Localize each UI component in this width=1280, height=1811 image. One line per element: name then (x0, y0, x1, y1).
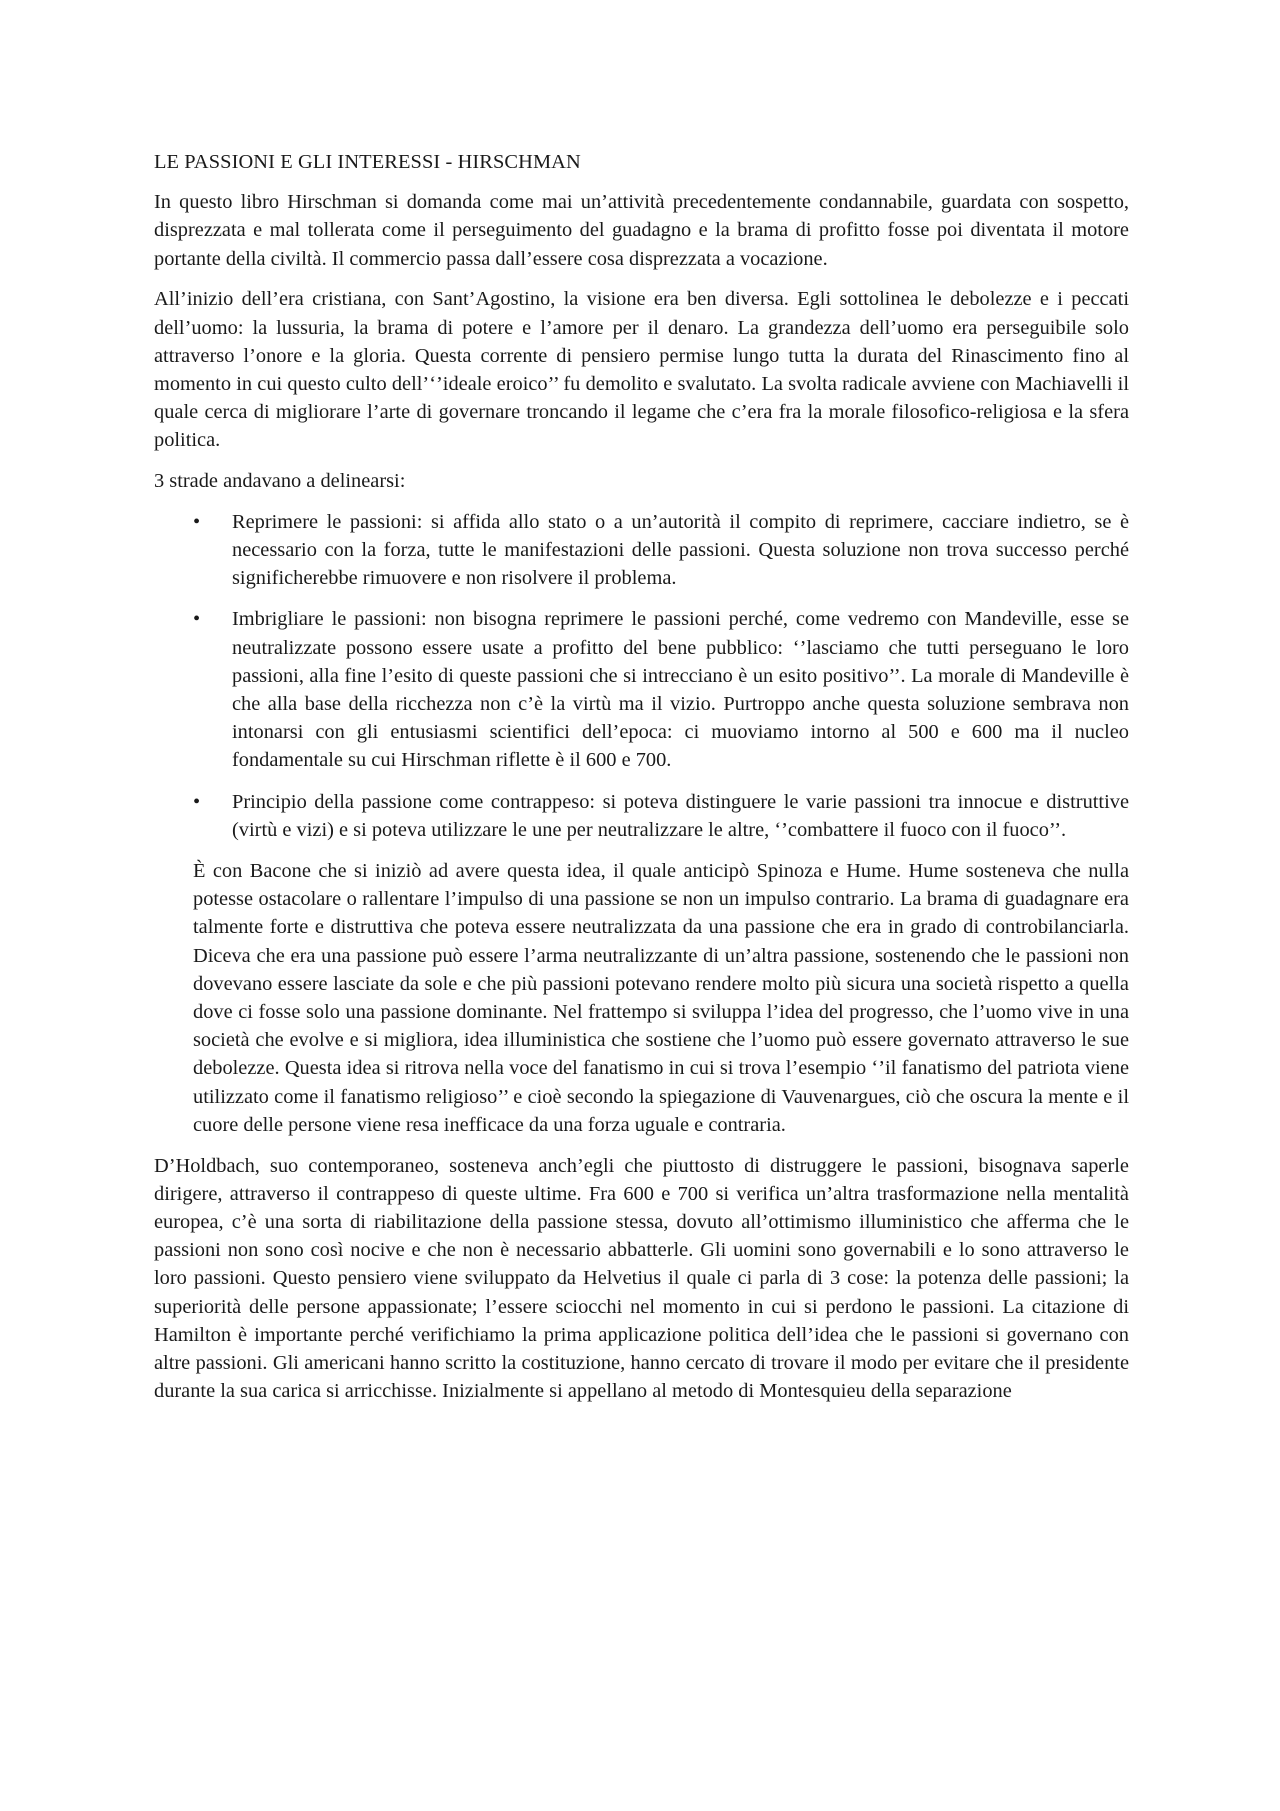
list-item (154, 605, 1129, 774)
paragraph-agostino: All’inizio dell’era cristiana, con Sant’Agostino, la visione era ben diversa. Egli sottolinea le debolezze e i peccati dell’uomo: la lussuria, la brama di potere e l’amore per il denaro. La grandezza dell’uomo era perseguibile solo attraverso l’onore e la gloria. Questa corrente di pensiero permise lungo tutta la durata del Rinascimento fino al momento in cui questo culto dell’‘’ideale eroico’’ fu demolito e svalutato. La svolta radicale avviene con Machiavelli il quale cerca di migliorare l’arte di governare troncando il legame che c’era fra la morale filosofico-religiosa e la sfera politica. (154, 288, 1129, 452)
document-body (154, 148, 1129, 1418)
list-item-text: Imbrigliare le passioni: non bisogna reprimere le passioni perché, come vedremo con Mandeville, esse se neutralizzate possono essere usate a profitto del bene pubblico: ‘’lasciamo che tutti perseguano le loro passioni, alla fine l’esito di queste passioni che si intrecciano è un esito positivo’’. La morale di Mandeville è che alla base della ricchezza non c’è la virtù ma il vizio. Purtroppo anche questa soluzione sembrava non intonarsi con gli entusiasmi scientifici dell’epoca: ci muoviamo intorno al 500 e 600 ma il nucleo fondamentale su cui Hirschman riflette è il 600 e 700. (232, 608, 1129, 772)
paragraph-holdbach: D’Holdbach, suo contemporaneo, sosteneva anch’egli che piuttosto di distruggere le passioni, bisognava saperle dirigere, attraverso il contrappeso di queste ultime. Fra 600 e 700 si verifica un’altra trasformazione nella mentalità europea, c’è una sorta di riabilitazione della passione stessa, dovuto all’ottimismo illuministico che afferma che le passioni non sono così nocive e che non è necessario abbatterle. Gli uomini sono governabili e lo sono attraverso le loro passioni. Questo pensiero viene sviluppato da Helvetius il quale ci parla di 3 cose: la potenza delle passioni; la superiorità delle persone appassionate; l’essere sciocchi nel momento in cui si perdono le passioni. La citazione di Hamilton è importante perché verifichiamo la prima applicazione politica dell’idea che le passioni si governano con altre passioni. Gli americani hanno scritto la costituzione, hanno cercato di trovare il modo per evitare che il presidente durante la sua carica si arricchisse. Inizialmente si appellano al metodo di Montesquieu della separazione (154, 1154, 1129, 1403)
list-item-text: Principio della passione come contrappeso: si poteva distinguere le varie passioni tra innocue e distruttive (virtù e vizi) e si poteva utilizzare le une per neutralizzare le altre, ‘’combattere il fuoco con il fuoco’’. (232, 790, 1129, 841)
list-item-text: Reprimere le passioni: si affida allo stato o a un’autorità il compito di reprimere, cacciare indietro, se è necessario con la forza, tutte le manifestazioni delle passioni. Questa soluzione non trova successo perché significherebbe rimuovere e non risolvere il problema. (232, 510, 1129, 590)
document-title: LE PASSIONI E GLI INTERESSI - HIRSCHMAN (154, 151, 581, 173)
list-item (154, 508, 1129, 593)
bullet-list (154, 508, 1129, 844)
paragraph-intro: In questo libro Hirschman si domanda come mai un’attività precedentemente condannabile, guardata con sospetto, disprezzata e mal tollerata come il perseguimento del guadagno e la brama di profitto fosse poi diventata il motore portante della civiltà. Il commercio passa dall’essere cosa disprezzata a vocazione. (154, 191, 1129, 270)
bullet-icon: • (193, 608, 201, 631)
paragraph-strade: 3 strade andavano a delinearsi: (154, 470, 406, 493)
bullet-icon: • (193, 790, 201, 813)
bullet-icon: • (193, 510, 201, 533)
list-item (154, 788, 1129, 844)
paragraph-bacone: È con Bacone che si iniziò ad avere questa idea, il quale anticipò Spinoza e Hume. Hume sosteneva che nulla potesse ostacolare o rallentare l’impulso di una passione se non un impulso contrario. La brama di guadagnare era talmente forte e distruttiva che poteva essere neutralizzata da una passione che era in grado di controbilanciarla. Diceva che era una passione può essere l’arma neutralizzante di un’altra passione, sostenendo che le passioni non dovevano essere lasciate da sole e che più passioni potevano rendere molto più sicura una società rispetto a quella dove ci fosse solo una passione dominante. Nel frattempo si sviluppa l’idea del progresso, che l’uomo vive in una società che evolve e si migliora, idea illuministica che sostiene che l’uomo può essere governato attraverso le sue debolezze. Questa idea si ritrova nella voce del fanatismo in cui si trova l’esempio ‘’il fanatismo del patriota viene utilizzato come il fanatismo religioso’’ e cioè secondo la spiegazione di Vauvenargues, ciò che oscura la mente e il cuore delle persone viene resa inefficace da una forza uguale e contraria. (193, 859, 1129, 1136)
